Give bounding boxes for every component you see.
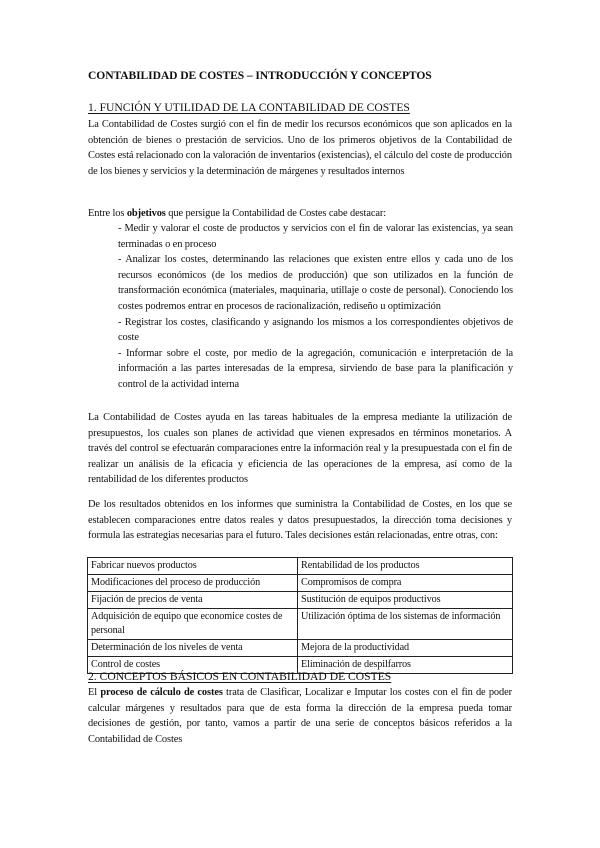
cost-process-paragraph (88, 685, 512, 747)
document-title: CONTABILIDAD DE COSTES – INTRODUCCIÓN Y CONCEPTOS (88, 69, 432, 82)
objectives-lead-paragraph (88, 206, 512, 222)
cost-process-bold: proceso de cálculo de costes (100, 687, 223, 698)
section-1-intro-paragraph: La Contabilidad de Costes surgió con el fin de medir los recursos económicos que son aplicados en la obtención de bienes o prestación de servicios. Uno de los primeros objetivos de la Contabilidad de Costes está relacionado con la valoración de inventarios (existencias), el cálculo del coste de producción de los bienes y servicios y la determinación de márgenes y resultados internos (88, 119, 512, 177)
table-cell: Control de costes (88, 657, 298, 674)
table-row (88, 592, 513, 609)
objective-item: - Registrar los costes, clasificando y asignando los mismos a los correspondientes objetivos de coste (118, 316, 513, 344)
objective-item: - Informar sobre el coste, por medio de la agregación, comunicación e interpretación de la información a las partes interesadas de la empresa, sirviendo de base para la planificación y control de la actividad interna (118, 347, 513, 390)
table-cell: Determinación de los niveles de venta (88, 640, 298, 657)
section-2-heading (88, 670, 528, 683)
table-cell: Utilización óptima de los sistemas de información (298, 609, 513, 640)
table-cell: Fabricar nuevos productos (88, 558, 298, 575)
objectives-lead-after: que persigue la Contabilidad de Costes cabe destacar: (165, 208, 386, 219)
table-row (88, 575, 513, 592)
objectives-lead-before: Entre los (88, 208, 127, 219)
objectives-lead-bold: objetivos (126, 208, 166, 219)
table-cell: Rentabilidad de los productos (298, 558, 513, 575)
table-row (88, 609, 513, 640)
table-cell: Adquisición de equipo que economice costes de personal (88, 609, 298, 640)
decisions-table (87, 557, 513, 674)
table-row (88, 558, 513, 575)
table-row (88, 640, 513, 657)
cost-process-before: El (88, 687, 101, 698)
objective-item: - Medir y valorar el coste de productos y servicios con el fin de valorar las existencias, ya sean terminadas o en proceso (118, 223, 513, 250)
table-cell: Mejora de la productividad (298, 640, 513, 657)
objective-item: - Analizar los costes, determinando las relaciones que existen entre ellos y cada uno de los recursos económicos (de los medios de producción) que son utilizados en la función de transformación económica (materiales, maquinaria, utillaje o coste de personal). Conociendo los costes podremos entrar en procesos de racionalización, rediseño u optimización (118, 254, 513, 312)
table-cell: Fijación de precios de venta (88, 592, 298, 609)
table-cell: Modificaciones del proceso de producción (88, 575, 298, 592)
budget-control-paragraph: La Contabilidad de Costes ayuda en las tareas habituales de la empresa mediante la utilización de presupuestos, los cuales son planes de actividad que vienen expresados en términos monetarios. A través del control se efectuarán comparaciones entre la información real y la presupuestada con el fin de realizar un análisis de la eficacia y eficiencia de las operaciones de la empresa, así como de la rentabilidad de los diferentes productos (88, 412, 512, 486)
table-cell: Sustitución de equipos productivos (298, 592, 513, 609)
table-cell: Compromisos de compra (298, 575, 513, 592)
decisions-intro-paragraph: De los resultados obtenidos en los informes que suministra la Contabilidad de Costes, en los que se establecen comparaciones entre datos reales y datos presupuestados, la dirección toma decisiones y formula las estrategias necesarias para el futuro. Tales decisiones están relacionadas, entre otras, con: (88, 499, 512, 542)
table-cell: Eliminación de despilfarros (298, 657, 513, 674)
objectives-list (118, 221, 513, 393)
section-2-heading-text: 2. CONCEPTOS BÁSICOS EN CONTABILIDAD DE COSTES (88, 670, 392, 683)
cost-process-after: trata de Clasificar, Localizar e Imputar los costes con el fin de poder calcular márgenes y resultados para que de esta forma la dirección de la empresa pueda tomar decisiones de gestión, por tanto, vamos a partir de una serie de conceptos básicos referidos a la Contabilidad de Costes (88, 687, 512, 745)
section-1-heading (88, 101, 528, 114)
section-1-heading-text: 1. FUNCIÓN Y UTILIDAD DE LA CONTABILIDAD DE COSTES (88, 101, 410, 114)
